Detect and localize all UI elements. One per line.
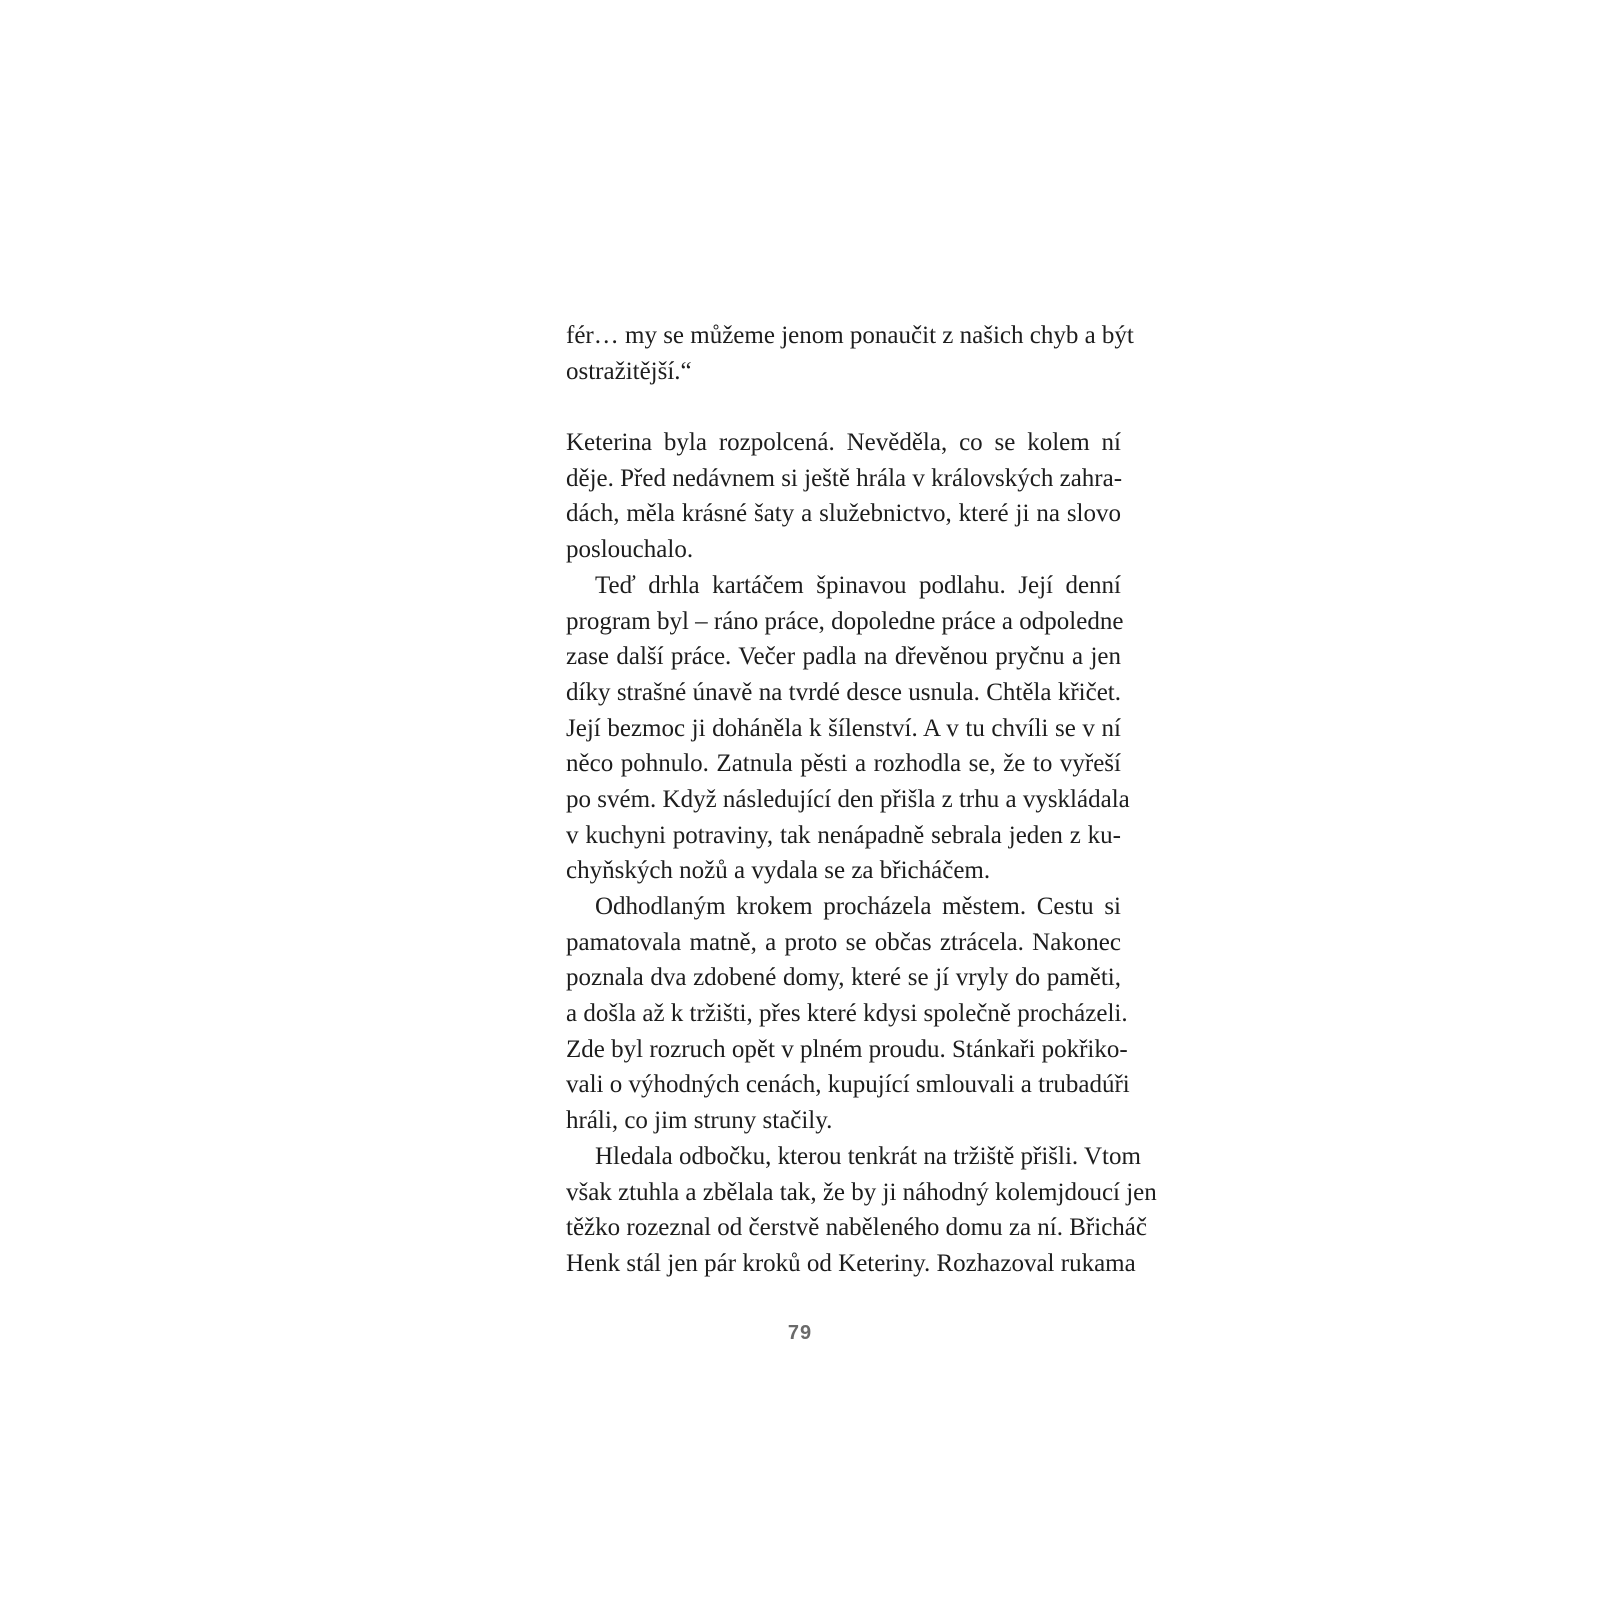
text-line: hráli, co jim struny stačily. (566, 1107, 833, 1135)
text-line: Keterina byla rozpolcená. Nevěděla, co se kolem ní (566, 429, 1121, 457)
text-line: vali o výhodných cenách, kupující smlouvali a trubadúři (566, 1071, 1130, 1099)
text-line: Teď drhla kartáčem špinavou podlahu. Její denní (595, 571, 1121, 599)
text-line: těžko rozeznal od čerstvě naběleného domu za ní. Břicháč (566, 1214, 1147, 1242)
text-line: něco pohnulo. Zatnula pěsti a rozhodla se, že to vyřeší (566, 750, 1121, 778)
paragraph-gap (566, 389, 1121, 425)
text-line: děje. Před nedávnem si ještě hrála v královských zahra- (566, 464, 1123, 492)
text-line: Hledala odbočku, kterou tenkrát na tržiště přišli. Vtom (595, 1142, 1141, 1170)
text-line: v kuchyni potraviny, tak nenápadně sebrala jeden z ku- (566, 821, 1121, 849)
text-line: zase další práce. Večer padla na dřevěnou pryčnu a jen (566, 643, 1121, 671)
paragraph (566, 568, 1130, 889)
text-line: Zde byl rozruch opět v plném proudu. Stánkaři pokřiko- (566, 1035, 1128, 1063)
text-line: Její bezmoc ji doháněla k šílenství. A v tu chvíli se v ní (566, 714, 1121, 742)
text-line: fér… my se můžeme jenom ponaučit z našich chyb a být (566, 322, 1134, 349)
text-line: Henk stál jen pár kroků od Keteriny. Rozhazoval rukama (566, 1249, 1136, 1277)
text-line: a došla až k tržišti, přes které kdysi společně procházeli. (566, 1000, 1128, 1028)
text-line: pamatovala matně, a proto se občas ztrácela. Nakonec (566, 928, 1121, 956)
paragraph (566, 318, 1134, 389)
text-line: Odhodlaným krokem procházela městem. Cestu si (595, 893, 1121, 920)
text-line: po svém. Když následující den přišla z trhu a vyskládala (566, 785, 1130, 813)
text-line: poslouchalo. (566, 536, 694, 564)
text-line: dách, měla krásné šaty a služebnictvo, které ji na slovo (566, 500, 1121, 528)
text-line: poznala dva zdobené domy, které se jí vryly do paměti, (566, 964, 1121, 992)
text-line: ostražitější.“ (566, 357, 692, 385)
body-text (566, 318, 1157, 1282)
page-number: 79 (787, 1322, 813, 1344)
paragraph (566, 1139, 1157, 1282)
text-line: chyňských nožů a vydala se za břicháčem. (566, 857, 991, 885)
text-line: však ztuhla a zbělala tak, že by ji náhodný kolemjdoucí jen (566, 1178, 1157, 1206)
text-line: díky strašné únavě na tvrdé desce usnula. Chtěla křičet. (566, 678, 1121, 706)
paragraph (566, 425, 1121, 568)
paragraph (566, 889, 1130, 1139)
text-line: program byl – ráno práce, dopoledne práce a odpoledne (566, 607, 1124, 635)
